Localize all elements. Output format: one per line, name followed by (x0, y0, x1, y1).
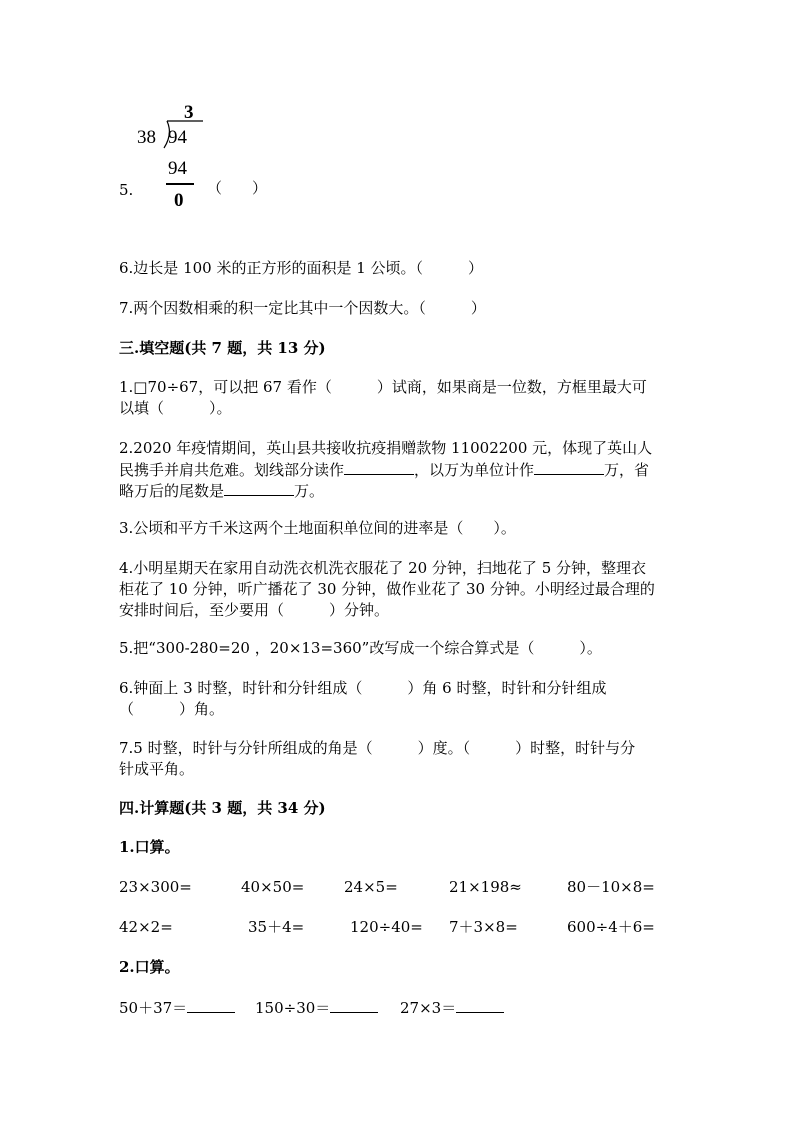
oral-calc-item: 42×2= (119, 918, 173, 936)
fill-q7-line1: 7.5 时整，时针与分针所组成的角是（ ）度。（ ）时整，时针与分 (119, 739, 636, 757)
ld-divisor: 38 (137, 127, 156, 148)
calc-q2-title: 2.口算。 (119, 958, 180, 976)
answer-blank[interactable] (456, 996, 504, 1013)
fill-q2-text-e: 万。 (294, 482, 325, 500)
ld-dividend: 94 (168, 127, 187, 148)
oral-calc-item (119, 996, 235, 1019)
fill-q1-line2: 以填（ ）。 (119, 399, 232, 417)
fill-q2-line2 (119, 458, 649, 481)
oral-calc-item: 7＋3×8= (449, 918, 518, 936)
oral-calc-item: 24×5= (344, 878, 398, 896)
oral-calc-item: 600÷4＋6= (567, 918, 655, 936)
oral-calc-item (400, 996, 504, 1019)
ld-quotient: 3 (184, 102, 194, 123)
oral-calc-item: 40×50= (241, 878, 305, 896)
answer-blank[interactable] (224, 479, 294, 496)
oral-calc-item: 23×300= (119, 878, 192, 896)
fill-q2-text-a: 民携手并肩共危难。划线部分读作 (119, 461, 345, 479)
answer-blank[interactable] (344, 458, 414, 475)
ld-product: 94 (168, 158, 187, 179)
oral-calc-item: 80－10×8= (567, 878, 655, 896)
answer-blank[interactable] (187, 996, 235, 1013)
fill-q2-text-c: 万，省 (604, 461, 650, 479)
answer-blank[interactable] (534, 458, 604, 475)
oral-calc-expr: 50＋37＝ (119, 999, 188, 1017)
oral-calc-item: 35＋4= (248, 918, 305, 936)
fill-q2-text-d: 略万后的尾数是 (119, 482, 225, 500)
oral-calc-item: 21×198≈ (449, 878, 522, 896)
calc-q1-title: 1.口算。 (119, 838, 180, 856)
ld-remainder: 0 (174, 190, 184, 211)
fill-q2-line1: 2.2020 年疫情期间，英山县共接收抗疫捐赠款物 11002200 元，体现了英山人 (119, 439, 653, 457)
oral-calc-item (255, 996, 378, 1019)
fill-q5: 5.把“300-280=20 ，20×13=360”改写成一个综合算式是（ ）。 (119, 639, 602, 657)
fill-q2-text-b: ，以万为单位计作 (414, 461, 535, 479)
fill-q3: 3.公顷和平方千米这两个土地面积单位间的进率是（ ）。 (119, 519, 516, 537)
q5-answer-bracket: （ ） (207, 179, 268, 197)
fill-q6-line2: （ ）角。 (119, 700, 225, 718)
section-3-title: 三.填空题(共 7 题，共 13 分) (119, 339, 326, 357)
judge-question-6: 6.边长是 100 米的正方形的面积是 1 公顷。（ ） (119, 259, 484, 277)
oral-calc-expr: 27×3＝ (400, 999, 457, 1017)
fill-q4-line2: 柜花了 10 分钟，听广播花了 30 分钟，做作业花了 30 分钟。小明经过最合理的 (119, 580, 655, 598)
q5-number: 5. (119, 181, 134, 199)
ld-subtraction-bar (166, 183, 194, 185)
fill-q6-line1: 6.钟面上 3 时整，时针和分针组成（ ）角 6 时整，时针和分针组成 (119, 679, 607, 697)
answer-blank[interactable] (330, 996, 378, 1013)
fill-q2-line3 (119, 479, 324, 502)
fill-q7-line2: 针成平角。 (119, 760, 195, 778)
judge-question-7: 7.两个因数相乘的积一定比其中一个因数大。（ ） (119, 299, 486, 317)
fill-q4-line3: 安排时间后，至少要用（ ）分钟。 (119, 601, 390, 619)
oral-calc-item: 120÷40= (350, 918, 423, 936)
fill-q4-line1: 4.小明星期天在家用自动洗衣机洗衣服花了 20 分钟，扫地花了 5 分钟，整理衣 (119, 559, 647, 577)
section-4-title: 四.计算题(共 3 题，共 34 分) (119, 799, 326, 817)
oral-calc-expr: 150÷30＝ (255, 999, 331, 1017)
fill-q1-line1: 1.□70÷67，可以把 67 看作（ ）试商，如果商是一位数，方框里最大可 (119, 378, 647, 396)
